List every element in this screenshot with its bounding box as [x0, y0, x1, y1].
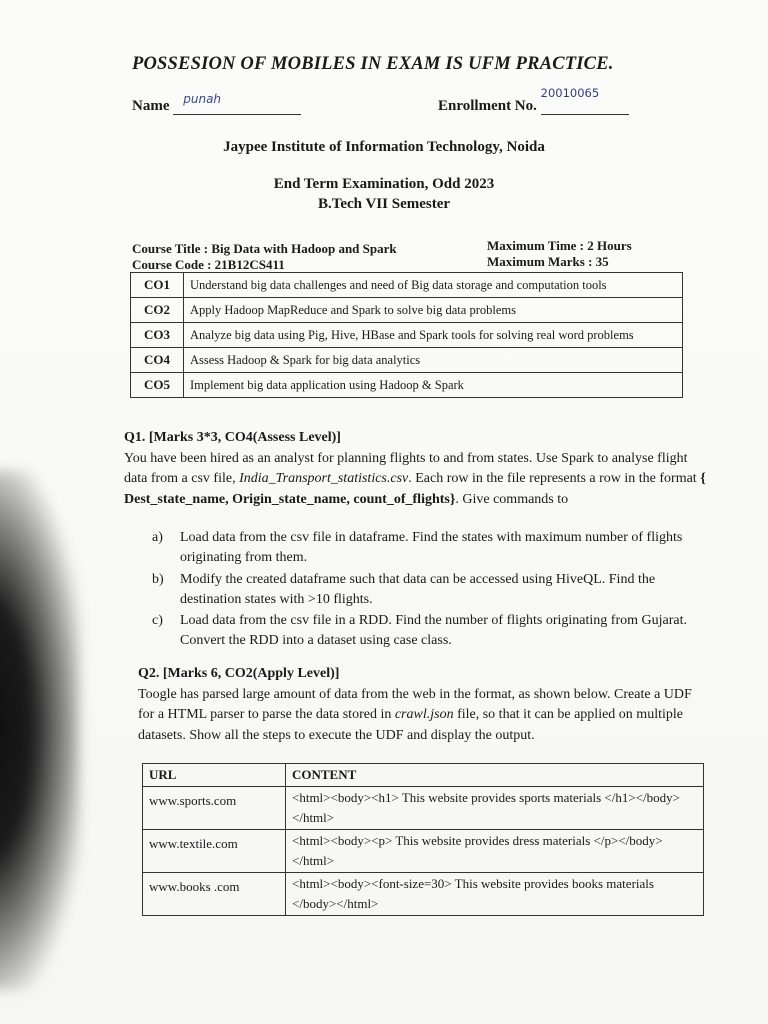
q1-part-c	[152, 611, 708, 651]
url-cell: www.sports.com	[143, 787, 286, 830]
co-text: Analyze big data using Pig, Hive, HBase and Spark tools for solving real word problems	[184, 323, 683, 348]
question-2	[138, 664, 704, 746]
q1-file-name: India_Transport_statistics.csv	[239, 471, 409, 486]
name-field	[132, 92, 301, 115]
question-1	[124, 428, 709, 510]
table-row	[143, 787, 704, 830]
q1-part-a	[152, 528, 708, 568]
q2-body-text-2: file, so that it can be applied on multiple datasets. Show all the steps to execute the UDF and display the output.	[138, 707, 683, 743]
part-text: Load data from the csv file in dataframe. Find the states with maximum number of flights originating from them.	[180, 530, 683, 565]
max-marks: Maximum Marks : 35	[487, 254, 609, 269]
name-line	[173, 92, 301, 115]
semester: B.Tech VII Semester	[317, 196, 451, 212]
name-label: Name	[132, 98, 170, 114]
table-row	[131, 298, 683, 323]
q2-file-name: crawl.json	[394, 707, 454, 722]
warning-banner: POSSESION OF MOBILES IN EXAM IS UFM PRACTICE.	[132, 54, 614, 74]
q1-format: { Dest_state_name, Origin_state_name, count_of_flights}	[124, 471, 706, 507]
url-cell: www.textile.com	[143, 830, 286, 873]
content-cell: <html><body><font-size=30> This website provides books materials </body></html>	[286, 873, 704, 916]
url-cell: www.books .com	[143, 873, 286, 916]
table-row	[143, 873, 704, 916]
co-text: Assess Hadoop & Spark for big data analytics	[184, 348, 683, 373]
course-outcomes-table	[130, 272, 683, 398]
q1-part-b	[152, 570, 708, 610]
enrollment-line	[540, 86, 629, 115]
column-header: CONTENT	[286, 764, 704, 787]
table-row	[143, 830, 704, 873]
photo-shadow	[0, 470, 80, 990]
institute-name: Jaypee Institute of Information Technology, Noida	[223, 139, 545, 155]
co-text: Apply Hadoop MapReduce and Spark to solve big data problems	[184, 298, 683, 323]
table-row	[131, 323, 683, 348]
part-label: b)	[152, 572, 164, 587]
enrollment-label: Enrollment No.	[438, 98, 537, 114]
co-code: CO2	[131, 298, 184, 323]
exam-limits	[487, 238, 632, 270]
q1-title: Q1. [Marks 3*3, CO4(Assess Level)]	[124, 430, 341, 445]
co-text: Implement big data application using Hadoop & Spark	[184, 373, 683, 398]
q1-body	[124, 449, 709, 511]
part-text: Modify the created dataframe such that data can be accessed using HiveQL. Find the destination states with >10 flights.	[180, 572, 656, 607]
course-info	[132, 241, 397, 273]
q1-body-text-2: . Each row in the file represents a row in the format	[408, 471, 701, 486]
table-row	[131, 273, 683, 298]
enrollment-field	[438, 86, 629, 115]
content-cell: <html><body><h1> This website provides sports materials </h1></body></html>	[286, 787, 704, 830]
handwritten-enrollment: 20010065	[540, 86, 600, 100]
part-label: c)	[152, 613, 163, 628]
handwritten-name: punah	[183, 92, 222, 106]
dataset-table	[142, 763, 704, 916]
course-title: Course Title : Big Data with Hadoop and Spark	[132, 241, 397, 256]
table-row	[131, 373, 683, 398]
q2-body-text-1: Toogle has parsed large amount of data from the web in the format, as shown below. Create a UDF for a HTML parser to parse the data stored in	[138, 686, 692, 722]
content-cell: <html><body><p> This website provides dress materials </p></body></html>	[286, 830, 704, 873]
q1-body-text-3: . Give commands to	[455, 491, 569, 507]
table-row	[131, 348, 683, 373]
course-code: Course Code : 21B12CS411	[132, 257, 285, 272]
q2-body	[138, 685, 704, 747]
table-header-row	[143, 764, 704, 787]
exam-title: End Term Examination, Odd 2023	[273, 176, 495, 192]
part-label: a)	[152, 530, 163, 545]
co-code: CO1	[131, 273, 184, 298]
co-code: CO3	[131, 323, 184, 348]
co-code: CO5	[131, 373, 184, 398]
co-code: CO4	[131, 348, 184, 373]
part-text: Load data from the csv file in a RDD. Find the number of flights originating from Gujarat. Convert the RDD into a dataset using case class.	[180, 613, 687, 648]
column-header: URL	[143, 764, 286, 787]
co-text: Understand big data challenges and need of Big data storage and computation tools	[184, 273, 683, 298]
max-time: Maximum Time : 2 Hours	[487, 238, 632, 253]
q1-body-text-1: You have been hired as an analyst for planning flights to and from states. Use Spark to analyse flight data from a csv file,	[124, 450, 688, 486]
q2-title: Q2. [Marks 6, CO2(Apply Level)]	[138, 666, 340, 681]
